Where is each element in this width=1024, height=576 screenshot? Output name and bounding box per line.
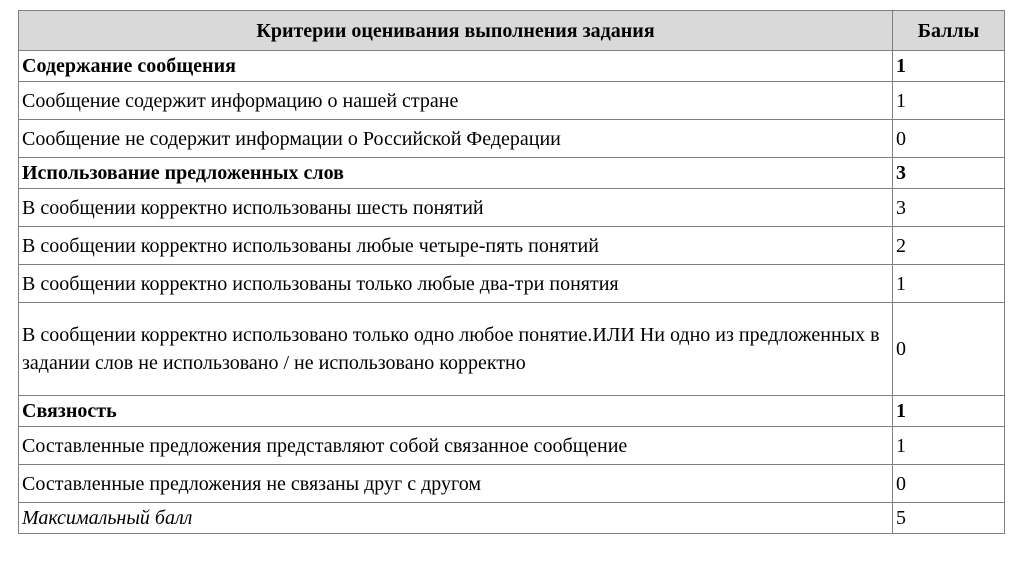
criterion-text: В сообщении корректно использованы шесть понятий	[19, 189, 893, 227]
max-score-label: Максимальный балл	[19, 503, 893, 534]
criterion-score: 0	[893, 465, 1005, 503]
table-row	[19, 120, 1005, 158]
section-row-words	[19, 158, 1005, 189]
criterion-text: Составленные предложения не связаны друг с другом	[19, 465, 893, 503]
criterion-text: В сообщении корректно использованы любые четыре-пять понятий	[19, 227, 893, 265]
criteria-column-header: Критерии оценивания выполнения задания	[19, 11, 893, 51]
criterion-text: Сообщение не содержит информации о Российской Федерации	[19, 120, 893, 158]
table-header-row	[19, 11, 1005, 51]
criterion-score: 1	[893, 51, 1005, 82]
section-row-content	[19, 51, 1005, 82]
criterion-text: Использование предложенных слов	[19, 158, 893, 189]
table-row	[19, 189, 1005, 227]
table-row	[19, 427, 1005, 465]
criterion-score: 0	[893, 120, 1005, 158]
table-row	[19, 465, 1005, 503]
criterion-text: В сообщении корректно использованы только любые два-три понятия	[19, 265, 893, 303]
criterion-score: 1	[893, 265, 1005, 303]
points-column-header: Баллы	[893, 11, 1005, 51]
criteria-table	[18, 10, 1005, 534]
criterion-text: Связность	[19, 396, 893, 427]
table-row	[19, 82, 1005, 120]
criterion-text: Содержание сообщения	[19, 51, 893, 82]
max-score-value: 5	[893, 503, 1005, 534]
criterion-score: 2	[893, 227, 1005, 265]
criterion-score: 3	[893, 158, 1005, 189]
total-row	[19, 503, 1005, 534]
criterion-score: 1	[893, 396, 1005, 427]
criterion-text: Составленные предложения представляют собой связанное сообщение	[19, 427, 893, 465]
table-row	[19, 303, 1005, 396]
criterion-score: 1	[893, 427, 1005, 465]
criterion-score: 0	[893, 303, 1005, 396]
criterion-score: 1	[893, 82, 1005, 120]
criterion-score: 3	[893, 189, 1005, 227]
criterion-text: В сообщении корректно использовано только одно любое понятие.ИЛИ Ни одно из предложенных в задании слов не использовано / не использовано корректно	[19, 303, 893, 396]
section-row-coherence	[19, 396, 1005, 427]
table-row	[19, 265, 1005, 303]
table-row	[19, 227, 1005, 265]
criterion-text: Сообщение содержит информацию о нашей стране	[19, 82, 893, 120]
